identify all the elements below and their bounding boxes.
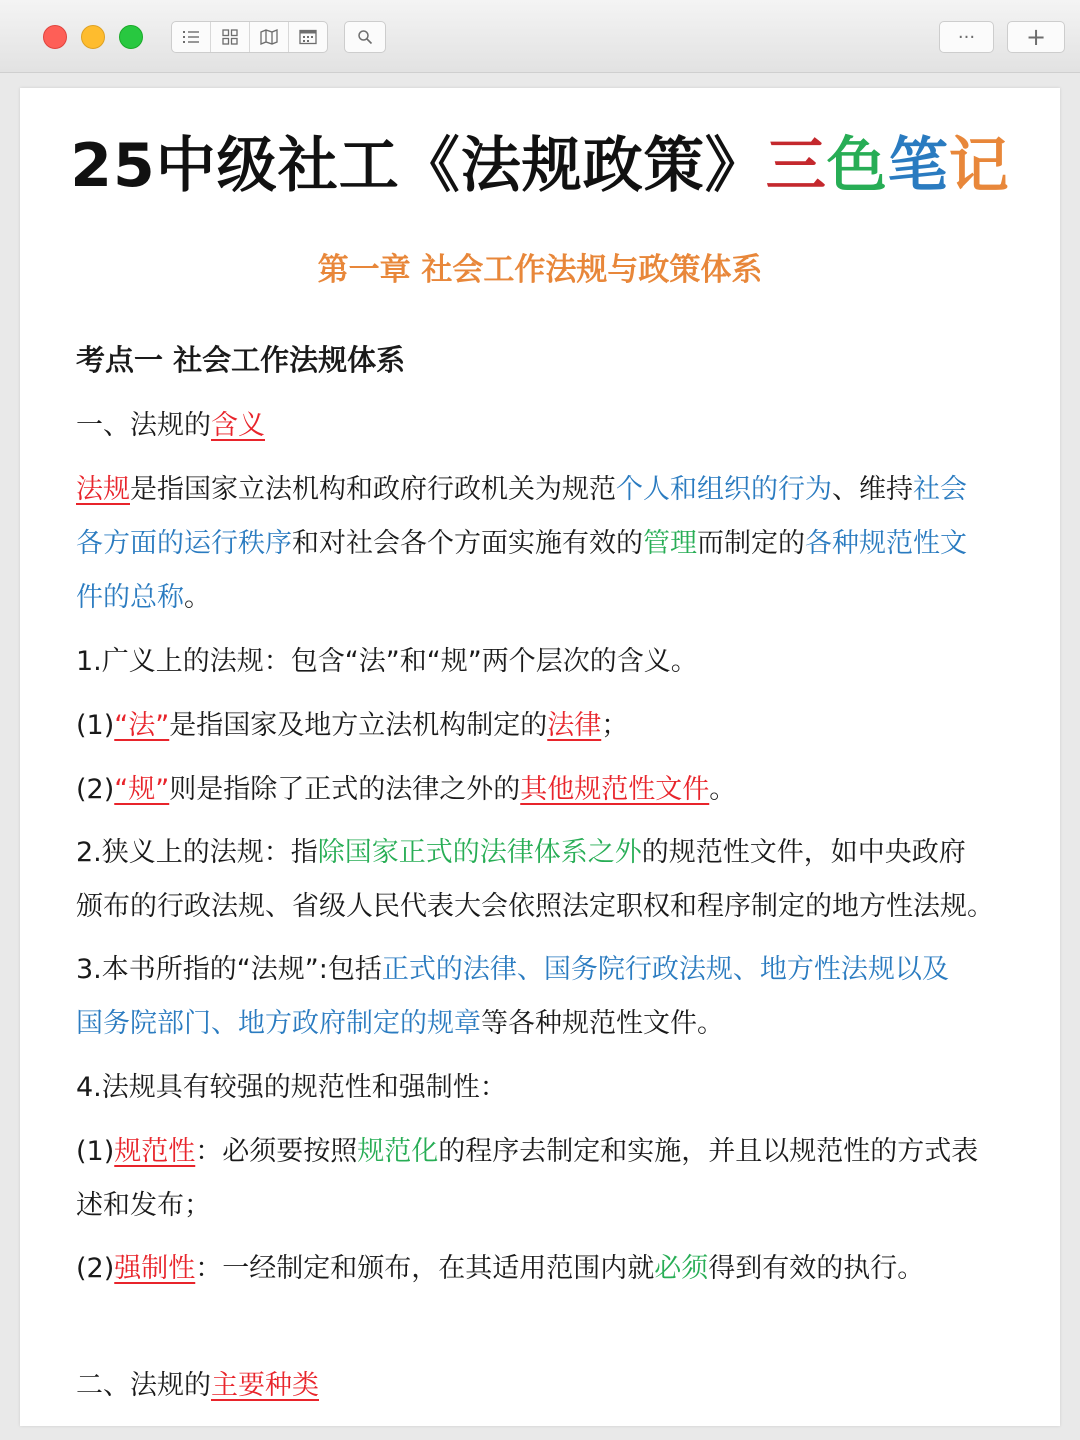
definition-line-3: 件的总称。	[76, 582, 211, 613]
point-1b: (2)“规”则是指除了正式的法律之外的其他规范性文件。	[76, 774, 737, 805]
kp1-heading: 考点一 社会工作法规体系	[76, 343, 406, 377]
close-window-button[interactable]	[43, 25, 67, 49]
calendar-view-button[interactable]	[289, 22, 327, 52]
point-1a: (1)“法”是指国家及地方立法机构制定的法律；	[76, 710, 629, 741]
point-3-line-1: 3.本书所指的“法规”:包括正式的法律、国务院行政法规、地方性法规以及	[76, 954, 949, 985]
title-main: 25中级社工《法规政策》	[70, 131, 766, 201]
point-4b: (2)强制性：一经制定和颁布，在其适用范围内就必须得到有效的执行。	[76, 1253, 925, 1284]
list-icon	[182, 29, 200, 45]
point-2-line-2: 颁布的行政法规、省级人民代表大会依照法定职权和程序制定的地方性法规。	[76, 891, 994, 922]
definition-line-1: 法规是指国家立法机构和政府行政机关为规范个人和组织的行为、维持社会	[76, 474, 967, 505]
search-button[interactable]	[344, 21, 386, 53]
window-titlebar	[0, 0, 1080, 73]
section1-heading: 一、法规的含义	[76, 410, 265, 441]
page-title	[0, 126, 1080, 206]
point-2-line-1: 2.狭义上的法规：指除国家正式的法律体系之外的规范性文件，如中央政府	[76, 837, 966, 868]
plus-icon: +	[1025, 23, 1047, 51]
point-1: 1.广义上的法规：包含“法”和“规”两个层次的含义。	[76, 646, 698, 677]
map-view-button[interactable]	[250, 22, 289, 52]
title-char-red: 三	[765, 131, 827, 201]
calendar-icon	[299, 29, 317, 45]
definition-line-2: 各方面的运行秩序和对社会各个方面实施有效的管理而制定的各种规范性文	[76, 528, 967, 559]
list-view-button[interactable]	[172, 22, 211, 52]
search-icon	[357, 29, 373, 45]
title-char-orange: 记	[948, 131, 1010, 201]
grid-view-button[interactable]	[211, 22, 250, 52]
chapter-heading: 第一章 社会工作法规与政策体系	[317, 252, 763, 288]
grid-icon	[222, 29, 238, 45]
zoom-window-button[interactable]	[119, 25, 143, 49]
add-button[interactable]	[1007, 21, 1065, 53]
point-4a-line-1: (1)规范性：必须要按照规范化的程序去制定和实施，并且以规范性的方式表	[76, 1136, 979, 1167]
view-toolbar-group	[171, 21, 328, 53]
map-icon	[260, 29, 278, 45]
point-4: 4.法规具有较强的规范性和强制性：	[76, 1072, 507, 1103]
title-char-green: 色	[826, 131, 888, 201]
section2-heading: 二、法规的主要种类	[76, 1370, 319, 1401]
title-char-blue: 笔	[887, 131, 949, 201]
more-icon: ···	[957, 26, 976, 48]
point-3-line-2: 国务院部门、地方政府制定的规章等各种规范性文件。	[76, 1008, 724, 1039]
more-options-button[interactable]	[939, 21, 994, 53]
minimize-window-button[interactable]	[81, 25, 105, 49]
point-4a-line-2: 述和发布；	[76, 1190, 211, 1221]
